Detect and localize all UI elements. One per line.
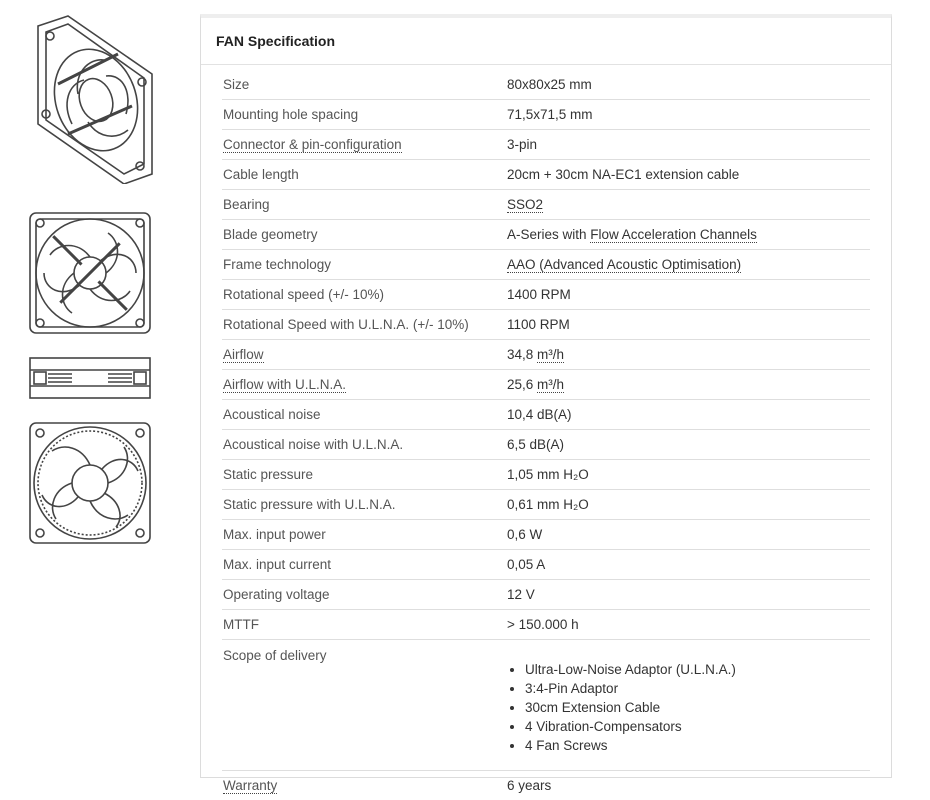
spec-value: 0,05 A xyxy=(507,557,546,572)
panel-title: FAN Specification xyxy=(201,18,891,65)
spec-label: Cable length xyxy=(223,167,299,182)
spec-label-container xyxy=(222,347,507,362)
airflow-info-link[interactable]: Airflow xyxy=(223,347,264,362)
spec-value: 80x80x25 mm xyxy=(507,77,592,92)
connector-info-link[interactable]: Connector & pin-configuration xyxy=(223,137,402,152)
fan-back-image[interactable] xyxy=(28,421,152,545)
spec-row-scope-of-delivery xyxy=(222,640,870,771)
spec-value-number: 34,8 xyxy=(507,347,538,362)
spec-label: Rotational Speed with U.L.N.A. (+/- 10%) xyxy=(223,317,469,332)
delivery-list xyxy=(507,660,870,755)
spec-value: 12 V xyxy=(507,587,535,602)
spec-value: 1,05 mm H₂O xyxy=(507,467,589,482)
spec-row-cable-length xyxy=(222,160,870,190)
spec-value-container xyxy=(507,257,870,272)
spec-value: 6,5 dB(A) xyxy=(507,437,565,452)
airflow-ulna-info-link[interactable]: Airflow with U.L.N.A. xyxy=(223,377,347,392)
spec-label: MTTF xyxy=(223,617,259,632)
bearing-info-link[interactable]: SSO2 xyxy=(507,197,544,212)
spec-row-static-pressure xyxy=(222,460,870,490)
spec-label-container xyxy=(222,778,507,793)
aao-info-link[interactable]: AAO (Advanced Acoustic Optimisation) xyxy=(507,257,742,272)
list-item: • Ultra-Low-Noise Adaptor (U.L.N.A.) xyxy=(525,660,870,679)
spec-row-airflow-ulna xyxy=(222,370,870,400)
spec-label-container xyxy=(222,377,507,392)
spec-row-max-input-current xyxy=(222,550,870,580)
spec-row-blade-geometry xyxy=(222,220,870,250)
spec-label-container xyxy=(222,137,507,152)
spec-label: Rotational speed (+/- 10%) xyxy=(223,287,384,302)
spec-row-size xyxy=(222,70,870,100)
spec-table xyxy=(222,70,870,800)
spec-value-container xyxy=(507,227,870,242)
airflow-ulna-unit-link[interactable]: m³/h xyxy=(537,377,565,392)
spec-row-mttf xyxy=(222,610,870,640)
spec-row-rotational-speed xyxy=(222,280,870,310)
list-item: • 30cm Extension Cable xyxy=(525,698,870,717)
spec-value: 0,61 mm H₂O xyxy=(507,497,589,512)
spec-label: Size xyxy=(223,77,250,92)
spec-row-connector xyxy=(222,130,870,160)
spec-label: Bearing xyxy=(223,197,270,212)
spec-label: Acoustical noise with U.L.N.A. xyxy=(223,437,404,452)
spec-value-container xyxy=(507,377,870,392)
list-item: • 3:4-Pin Adaptor xyxy=(525,679,870,698)
spec-value: 71,5x71,5 mm xyxy=(507,107,593,122)
spec-value: 3-pin xyxy=(507,137,538,152)
spec-label: Blade geometry xyxy=(223,227,318,242)
spec-row-acoustical-noise xyxy=(222,400,870,430)
fan-isometric-image[interactable] xyxy=(28,14,156,184)
spec-row-warranty xyxy=(222,771,870,800)
spec-row-max-input-power xyxy=(222,520,870,550)
spec-label: Scope of delivery xyxy=(223,648,327,663)
spec-label: Static pressure xyxy=(223,467,314,482)
spec-label: Frame technology xyxy=(223,257,332,272)
fan-spec-panel xyxy=(200,14,892,793)
spec-row-static-pressure-ulna xyxy=(222,490,870,520)
spec-value: 1400 RPM xyxy=(507,287,571,302)
spec-value-list-container xyxy=(507,640,870,755)
spec-value-prefix: A-Series with xyxy=(507,227,591,242)
spec-row-rotational-speed-ulna xyxy=(222,310,870,340)
spec-value: 0,6 W xyxy=(507,527,543,542)
spec-label: Acoustical noise xyxy=(223,407,321,422)
fan-side-image[interactable] xyxy=(28,356,152,400)
spec-row-acoustical-noise-ulna xyxy=(222,430,870,460)
spec-label: Max. input current xyxy=(223,557,332,572)
spec-label: Operating voltage xyxy=(223,587,330,602)
spec-value: 20cm + 30cm NA-EC1 extension cable xyxy=(507,167,740,182)
spec-label: Max. input power xyxy=(223,527,326,542)
warranty-info-link[interactable]: Warranty xyxy=(223,778,278,793)
spec-label: Static pressure with U.L.N.A. xyxy=(223,497,396,512)
spec-value: 1100 RPM xyxy=(507,317,570,332)
spec-value: 10,4 dB(A) xyxy=(507,407,572,422)
airflow-unit-link[interactable]: m³/h xyxy=(537,347,565,362)
list-item: • 4 Fan Screws xyxy=(525,736,870,755)
spec-value-container xyxy=(507,197,870,212)
spec-label: Mounting hole spacing xyxy=(223,107,359,122)
spec-value: > 150.000 h xyxy=(507,617,579,632)
spec-value: 6 years xyxy=(507,778,552,793)
spec-row-airflow xyxy=(222,340,870,370)
spec-row-mounting-hole-spacing xyxy=(222,100,870,130)
fan-front-image[interactable] xyxy=(28,211,152,335)
spec-row-frame-technology xyxy=(222,250,870,280)
spec-value-container xyxy=(507,347,870,362)
spec-row-operating-voltage xyxy=(222,580,870,610)
flow-acceleration-channels-link[interactable]: Flow Acceleration Channels xyxy=(590,227,757,242)
list-item: • 4 Vibration-Compensators xyxy=(525,717,870,736)
spec-value-number: 25,6 xyxy=(507,377,538,392)
spec-row-bearing xyxy=(222,190,870,220)
